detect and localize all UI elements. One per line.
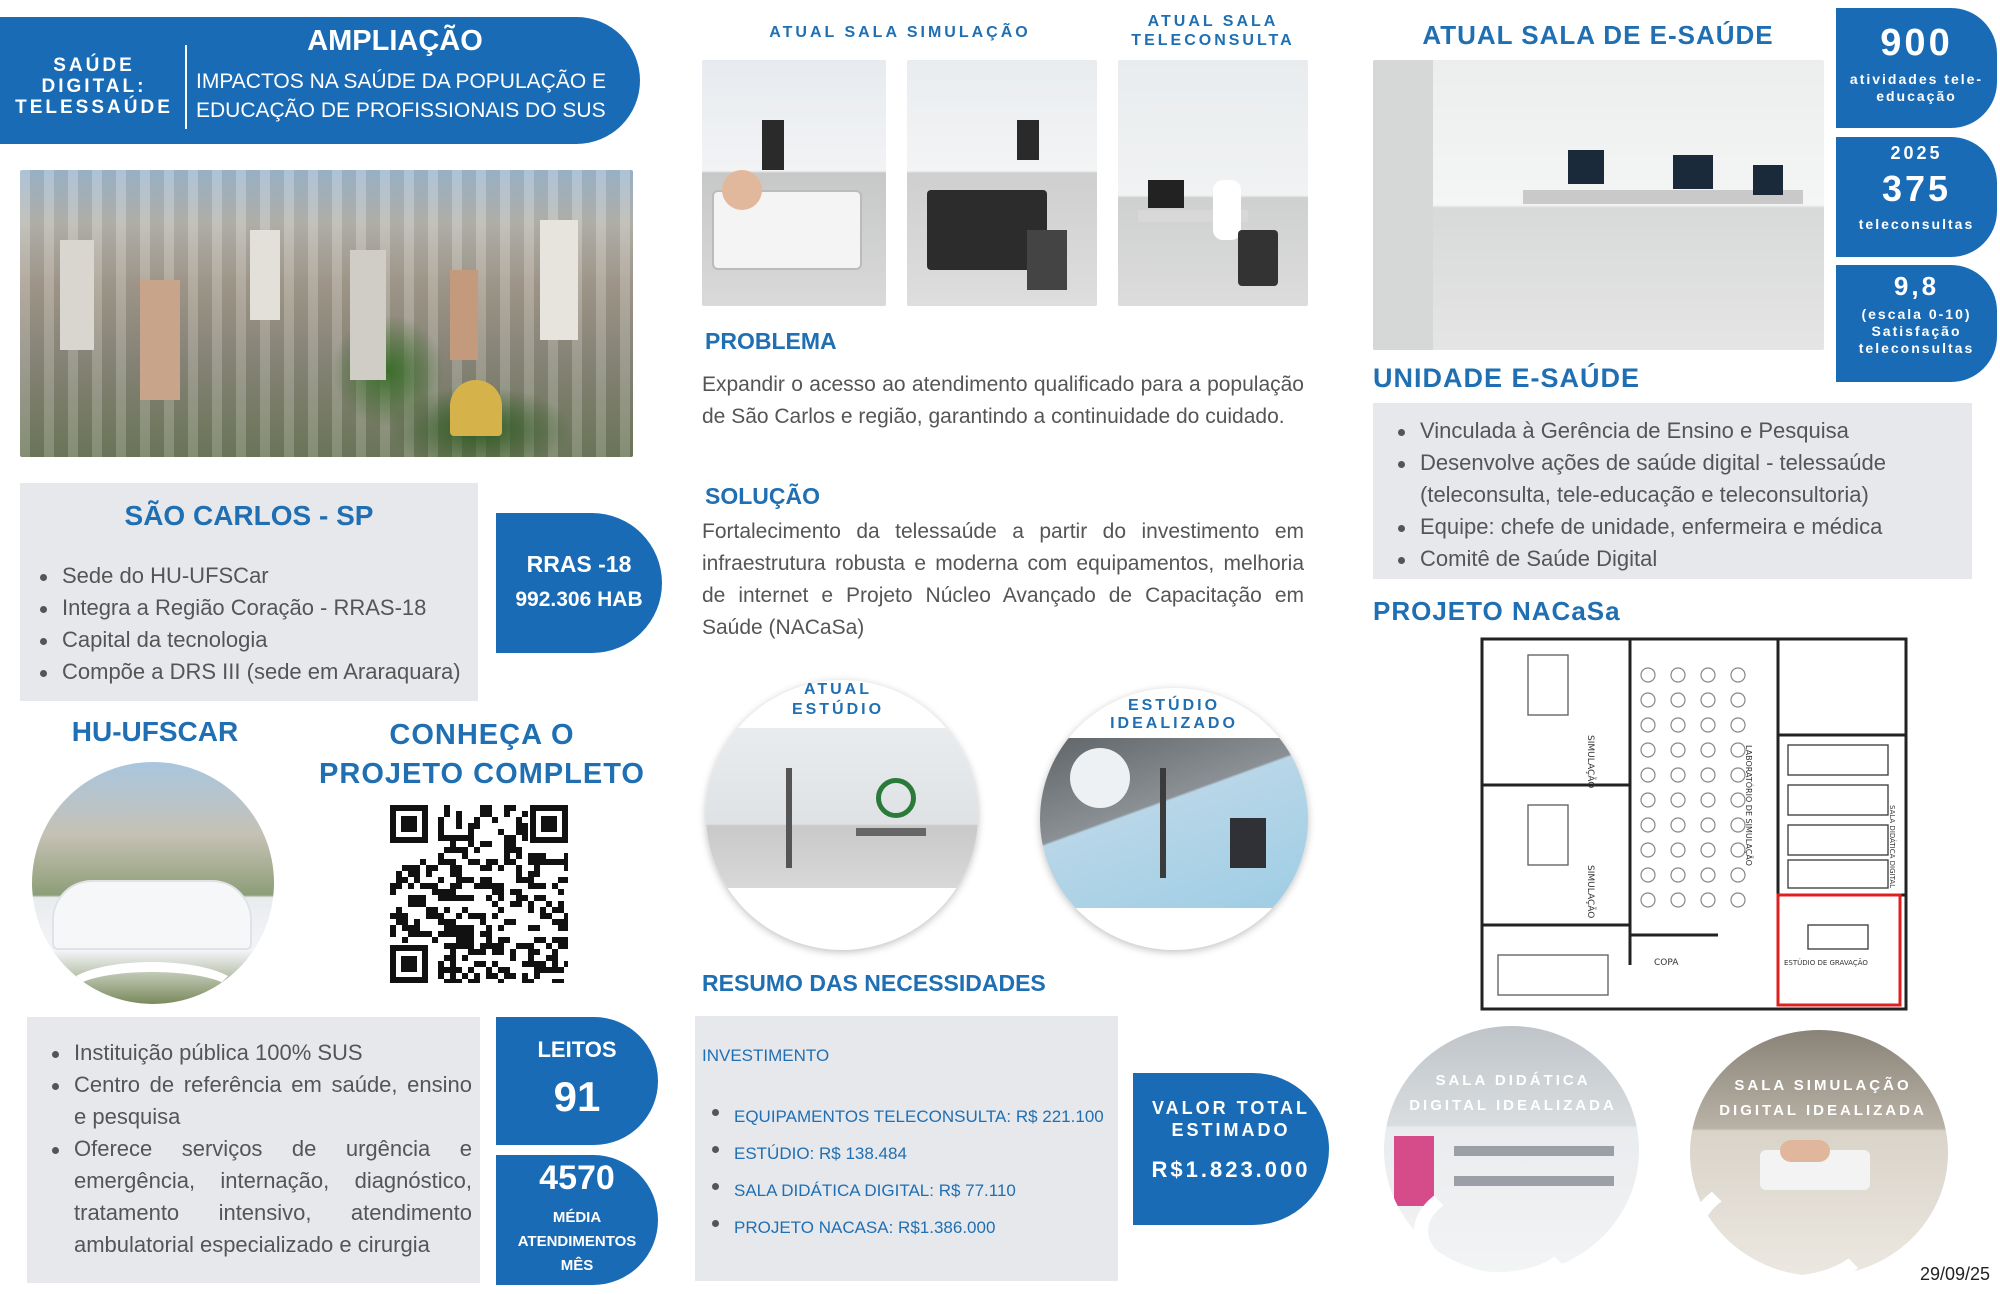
stat-teleeducacao-value: 900 bbox=[1880, 22, 1953, 64]
nacasa-title: PROJETO NACaSa bbox=[1373, 596, 1621, 626]
qr-title-line2: PROJETO COMPLETO bbox=[319, 758, 645, 790]
teleconsulta-room-photo bbox=[1118, 60, 1308, 306]
valor-total-badge bbox=[1133, 1073, 1329, 1225]
qr-code-graphic bbox=[390, 805, 568, 983]
atual-estudio-label: ATUAL ESTÚDIO bbox=[791, 681, 885, 718]
leitos-badge bbox=[496, 1017, 658, 1145]
plan-label-sala-didatica: SALA DIDÁTICA DIGITAL bbox=[1888, 805, 1896, 889]
plan-label-simulacao-2: SIMULAÇÃO bbox=[1585, 865, 1595, 919]
qr-title-line1: CONHEÇA O bbox=[389, 719, 575, 751]
simulacao-room-photo-2 bbox=[907, 60, 1097, 306]
list-item: Oferece serviços de urgência e emergência, internação, diagnóstico, tratamento intensivo, atendimento ambulatorial especializado e cirurgia bbox=[44, 1133, 472, 1261]
simulacao-room-photo-1 bbox=[702, 60, 886, 306]
stat-teleconsultas-value: 375 bbox=[1881, 168, 1952, 209]
hu-title: HU-UFSCAR bbox=[71, 716, 239, 747]
sala-simulacao-idealizada-photo bbox=[1690, 1030, 1948, 1276]
hu-building-photo bbox=[32, 762, 274, 1004]
nacasa-floor-plan bbox=[1478, 635, 1910, 1015]
list-item: Desenvolve ações de saúde digital - telessaúde (teleconsulta, tele-educação e teleconsultoria) bbox=[1390, 447, 1955, 511]
teleconsulta-room-label: ATUAL SALA TELECONSULTA bbox=[1131, 13, 1295, 49]
simulacao-room-label: ATUAL SALA SIMULAÇÃO bbox=[769, 24, 1031, 41]
list-item: PROJETO NACASA: R$1.386.000 bbox=[704, 1209, 1114, 1246]
sala-didatica-idealizada-label: SALA DIDÁTICA DIGITAL IDEALIZADA bbox=[1409, 1072, 1617, 1114]
atendimentos-value: 4570 bbox=[539, 1159, 615, 1197]
list-item: Vinculada à Gerência de Ensino e Pesquisa bbox=[1390, 415, 1955, 447]
solucao-title: SOLUÇÃO bbox=[705, 483, 820, 509]
sao-carlos-title: SÃO CARLOS - SP bbox=[124, 500, 374, 531]
problema-text: Expandir o acesso ao atendimento qualificado para a população de São Carlos e região, garantindo a continuidade do cuidado. bbox=[702, 373, 1304, 428]
hu-list bbox=[44, 1037, 472, 1261]
header-subtitle-1: IMPACTOS NA SAÚDE DA POPULAÇÃO E bbox=[196, 70, 607, 93]
plan-label-laboratorio: LABORATÓRIO DE SIMULAÇÃO bbox=[1744, 745, 1753, 866]
stat-teleeducacao-label: atividades tele-educação bbox=[1849, 71, 1984, 104]
floor-plan-graphic bbox=[1478, 635, 1910, 1015]
stat-teleconsultas bbox=[1836, 137, 1997, 257]
city-aerial-photo bbox=[20, 170, 633, 457]
list-item: Instituição pública 100% SUS bbox=[44, 1037, 472, 1069]
estudio-idealizado-label: ESTÚDIO IDEALIZADO bbox=[1110, 697, 1238, 732]
stat-teleeducacao bbox=[1836, 8, 1997, 128]
qr-title bbox=[312, 716, 652, 794]
valor-total-value: R$1.823.000 bbox=[1151, 1157, 1311, 1182]
atendimentos-label: MÉDIA ATENDIMENTOS MÊS bbox=[517, 1209, 637, 1274]
plan-label-simulacao-1: SIMULAÇÃO bbox=[1585, 735, 1595, 789]
list-item: Sede do HU-UFSCar bbox=[32, 560, 482, 592]
leitos-value: 91 bbox=[553, 1073, 601, 1120]
list-item: EQUIPAMENTOS TELECONSULTA: R$ 221.100 bbox=[704, 1098, 1114, 1135]
rras-badge-line1: RRAS -18 bbox=[526, 551, 632, 577]
document-date: 29/09/25 bbox=[1920, 1264, 1991, 1284]
esaude-room-photo bbox=[1373, 60, 1824, 350]
solucao-text: Fortalecimento da telessaúde a partir do investimento em infraestrutura robusta e moderna com equipamentos, melhoria de internet e Projeto Núcleo Avançado de Capacitação em Saúde (NACaSa) bbox=[702, 520, 1304, 639]
stat-satisfacao-label: (escala 0-10) Satisfação teleconsultas bbox=[1858, 306, 1975, 356]
list-item: ESTÚDIO: R$ 138.484 bbox=[704, 1135, 1114, 1172]
list-item: Compõe a DRS III (sede em Araraquara) bbox=[32, 656, 482, 688]
header-left-title-text: SAÚDE DIGITAL: TELESSAÚDE bbox=[15, 55, 173, 118]
rras-badge bbox=[496, 513, 662, 653]
stat-teleconsultas-label: teleconsultas bbox=[1858, 216, 1975, 232]
list-item: Capital da tecnologia bbox=[32, 624, 482, 656]
unidade-title: UNIDADE E-SAÚDE bbox=[1373, 363, 1641, 393]
qr-code[interactable] bbox=[390, 805, 568, 983]
plan-label-estudio: ESTÚDIO DE GRAVAÇÃO bbox=[1784, 959, 1868, 967]
header-main-title: AMPLIAÇÃO bbox=[307, 25, 483, 57]
plan-label-copa: COPA bbox=[1654, 958, 1679, 968]
list-item: Comitê de Saúde Digital bbox=[1390, 543, 1955, 575]
list-item: Centro de referência em saúde, ensino e pesquisa bbox=[44, 1069, 472, 1133]
valor-total-label: VALOR TOTAL ESTIMADO bbox=[1152, 1098, 1310, 1140]
stat-satisfacao bbox=[1836, 265, 1997, 382]
sala-simulacao-idealizada-label: SALA SIMULAÇÃO DIGITAL IDEALIZADA bbox=[1719, 1077, 1927, 1119]
list-item: SALA DIDÁTICA DIGITAL: R$ 77.110 bbox=[704, 1172, 1114, 1209]
list-item: Equipe: chefe de unidade, enfermeira e médica bbox=[1390, 511, 1955, 543]
stat-satisfacao-value: 9,8 bbox=[1893, 271, 1940, 301]
sala-didatica-idealizada-photo bbox=[1384, 1026, 1639, 1274]
esaude-room-label: ATUAL SALA DE E-SAÚDE bbox=[1422, 20, 1774, 50]
resumo-title: RESUMO DAS NECESSIDADES bbox=[702, 970, 1046, 996]
header-divider bbox=[185, 45, 187, 129]
rras-badge-line2: 992.306 HAB bbox=[515, 588, 643, 611]
unidade-list bbox=[1390, 415, 1955, 575]
leitos-label: LEITOS bbox=[537, 1037, 617, 1062]
atual-estudio-photo bbox=[706, 680, 978, 950]
sao-carlos-list bbox=[32, 560, 482, 688]
problema-title: PROBLEMA bbox=[705, 328, 837, 354]
resumo-list bbox=[704, 1098, 1114, 1246]
atendimentos-badge bbox=[496, 1155, 658, 1285]
stat-teleconsultas-year: 2025 bbox=[1890, 143, 1943, 163]
resumo-investimento: INVESTIMENTO bbox=[702, 1046, 830, 1065]
list-item: Integra a Região Coração - RRAS-18 bbox=[32, 592, 482, 624]
header-subtitle-2: EDUCAÇÃO DE PROFISSIONAIS DO SUS bbox=[196, 99, 606, 122]
header-left-title bbox=[8, 55, 180, 118]
